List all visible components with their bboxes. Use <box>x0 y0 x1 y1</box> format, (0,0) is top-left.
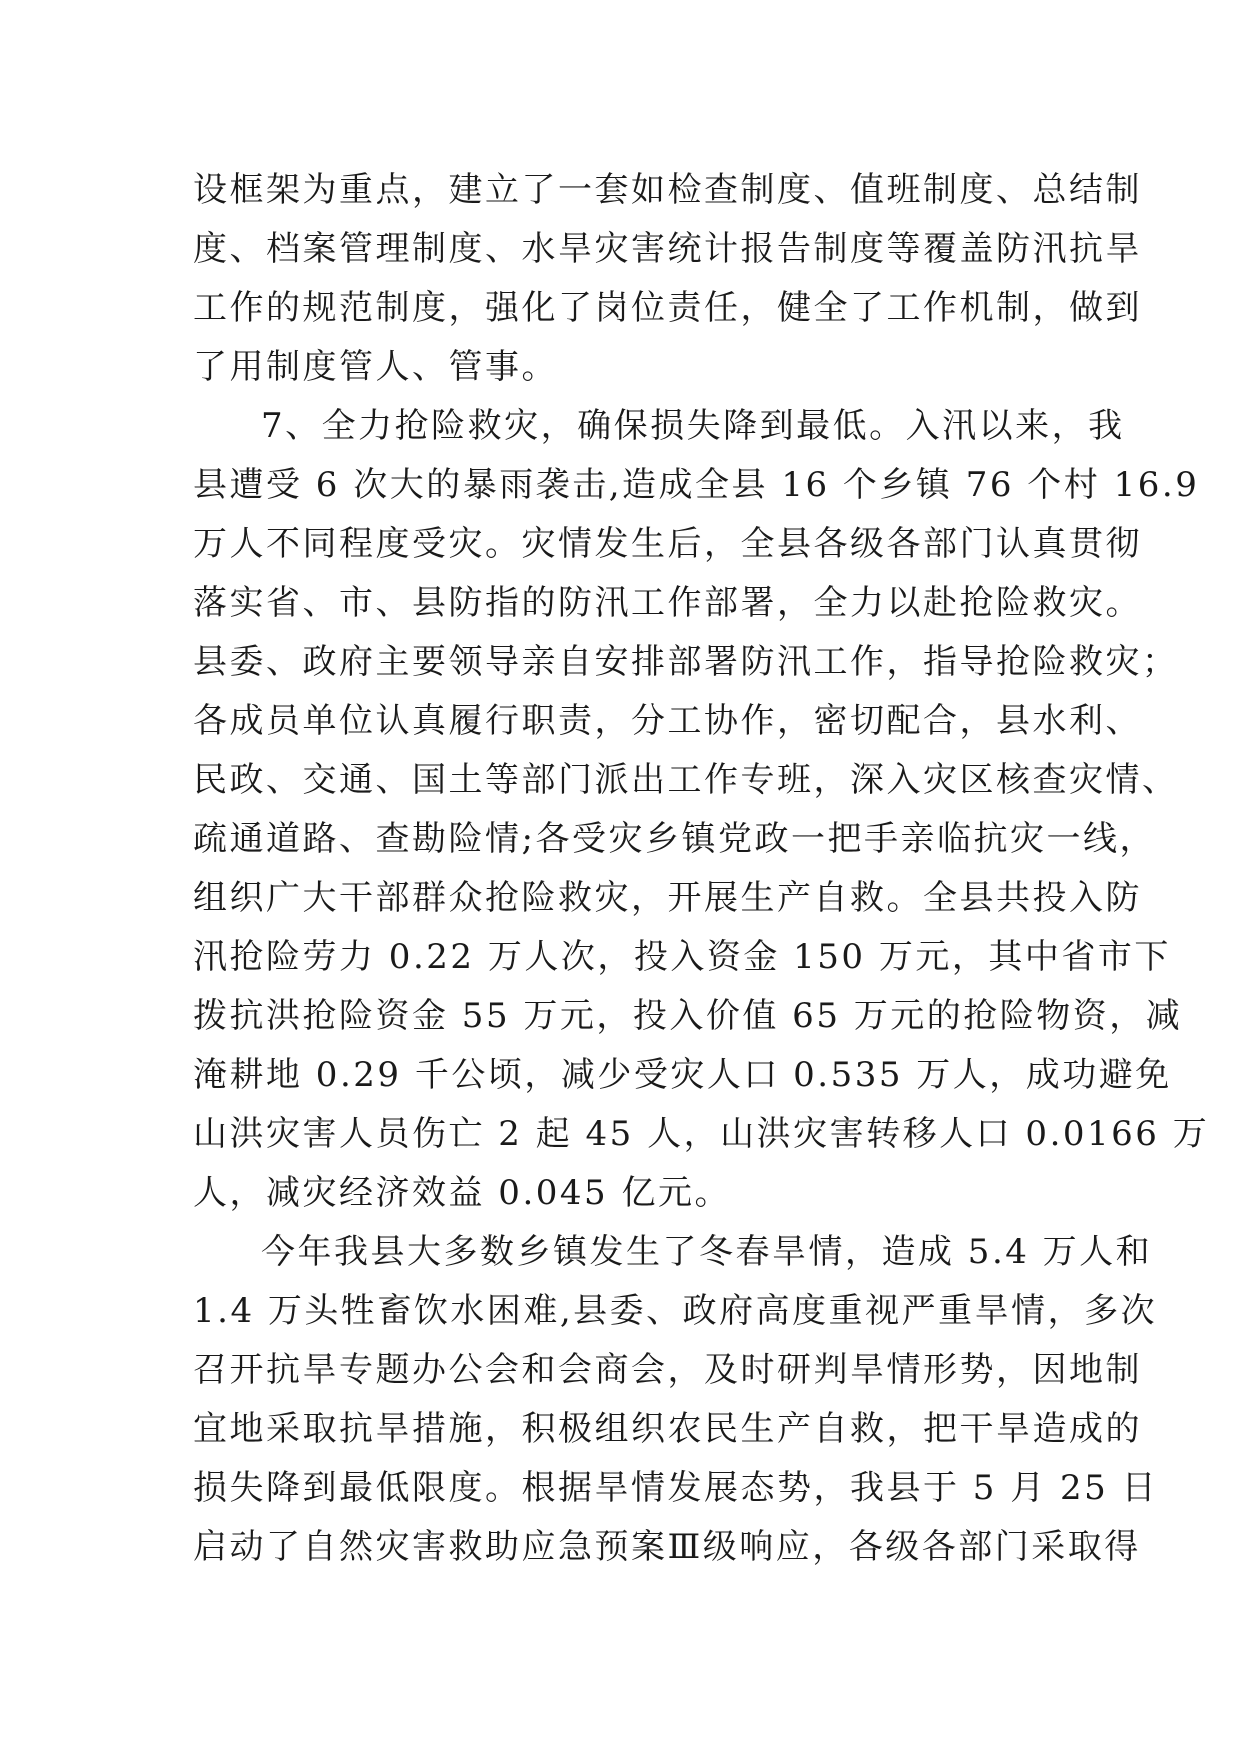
body-text <box>193 161 1210 1577</box>
text-line: 人，减灾经济效益 0.045 亿元。 <box>193 1173 731 1213</box>
text-line: 万人不同程度受灾。灾情发生后，全县各级各部门认真贯彻 <box>193 524 1142 564</box>
text-line: 损失降到最低限度。根据旱情发展态势，我县于 5 月 25 日 <box>193 1468 1159 1508</box>
text-line: 设框架为重点，建立了一套如检查制度、值班制度、总结制 <box>193 170 1142 210</box>
text-line: 1.4 万头牲畜饮水困难,县委、政府高度重视严重旱情，多次 <box>193 1291 1158 1331</box>
text-line: 山洪灾害人员伤亡 2 起 45 人，山洪灾害转移人口 0.0166 万 <box>193 1114 1210 1154</box>
text-line: 了用制度管人、管事。 <box>193 347 558 387</box>
text-line: 宜地采取抗旱措施，积极组织农民生产自救，把干旱造成的 <box>193 1409 1142 1449</box>
text-line: 汛抢险劳力 0.22 万人次，投入资金 150 万元，其中省市下 <box>193 937 1171 977</box>
text-line: 召开抗旱专题办公会和会商会，及时研判旱情形势，因地制 <box>193 1350 1142 1390</box>
text-line: 县遭受 6 次大的暴雨袭击,造成全县 16 个乡镇 76 个村 16.9 <box>193 465 1200 505</box>
text-line: 疏通道路、查勘险情;各受灾乡镇党政一把手亲临抗灾一线， <box>193 819 1156 859</box>
text-line: 启动了自然灾害救助应急预案Ⅲ级响应，各级各部门采取得 <box>193 1527 1141 1567</box>
text-line: 县委、政府主要领导亲自安排部署防汛工作，指导抢险救灾； <box>193 642 1179 682</box>
text-line: 民政、交通、国土等部门派出工作专班，深入灾区核查灾情、 <box>193 760 1179 800</box>
text-line: 各成员单位认真履行职责，分工协作，密切配合，县水利、 <box>193 701 1142 741</box>
text-line: 今年我县大多数乡镇发生了冬春旱情，造成 5.4 万人和 <box>261 1232 1153 1272</box>
text-line: 淹耕地 0.29 千公顷，减少受灾人口 0.535 万人，成功避免 <box>193 1055 1172 1095</box>
text-line: 工作的规范制度，强化了岗位责任，健全了工作机制，做到 <box>193 288 1142 328</box>
text-line: 7、全力抢险救灾，确保损失降到最低。入汛以来，我 <box>261 406 1125 446</box>
text-line: 度、档案管理制度、水旱灾害统计报告制度等覆盖防汛抗旱 <box>193 229 1142 269</box>
text-line: 组织广大干部群众抢险救灾，开展生产自救。全县共投入防 <box>193 878 1142 918</box>
text-line: 拨抗洪抢险资金 55 万元，投入价值 65 万元的抢险物资，减 <box>193 996 1183 1036</box>
text-line: 落实省、市、县防指的防汛工作部署，全力以赴抢险救灾。 <box>193 583 1142 623</box>
